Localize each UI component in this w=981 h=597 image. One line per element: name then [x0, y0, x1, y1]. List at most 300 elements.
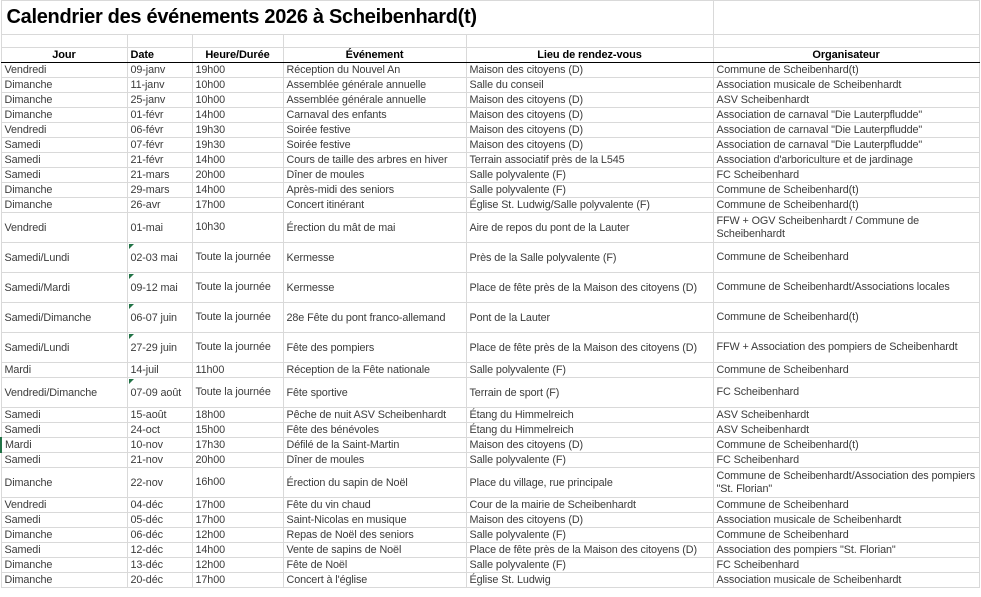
cell-evenement[interactable] [283, 453, 466, 468]
cell-jour[interactable] [1, 138, 127, 153]
cell-organisateur[interactable] [713, 153, 979, 168]
cell-date[interactable] [127, 183, 192, 198]
cell-text: Association de carnaval "Die Lauterpfludde" [716, 108, 923, 121]
cell-date[interactable] [127, 573, 192, 588]
cell-heure[interactable] [192, 513, 283, 528]
cell-text: Commune de Scheibenhard(t) [716, 63, 859, 76]
cell-text: Soirée festive [286, 139, 351, 151]
cell-text: 09-janv [130, 64, 166, 76]
error-indicator-icon [129, 274, 134, 279]
cell-evenement[interactable] [283, 498, 466, 513]
cell-text: Maison des citoyens (D) [469, 124, 584, 136]
error-indicator-icon [129, 379, 134, 384]
cell-text: Toute la journée [195, 251, 271, 263]
cell-text: Maison des citoyens (D) [469, 64, 584, 76]
page-title[interactable]: Calendrier des événements 2026 à Scheibenhard(t) [1, 1, 713, 35]
cell-text: Association de carnaval "Die Lauterpfludde" [716, 138, 923, 151]
cell-date[interactable] [127, 198, 192, 213]
cell-organisateur[interactable] [713, 438, 979, 453]
cell-text: Cours de taille des arbres en hiver [286, 154, 448, 166]
cell-organisateur[interactable] [713, 213, 979, 243]
spacer-row [1, 35, 979, 48]
cell-text: 20h00 [195, 168, 226, 181]
cell-date[interactable] [127, 378, 192, 408]
table-row [1, 513, 979, 528]
cell-heure[interactable] [192, 378, 283, 408]
cell-text: Étang du Himmelreich [469, 424, 574, 436]
cell-heure[interactable] [192, 423, 283, 438]
cell-jour[interactable] [1, 363, 127, 378]
cell-organisateur[interactable] [713, 423, 979, 438]
cell-date[interactable] [127, 108, 192, 123]
cell-text: Commune de Scheibenhard [716, 498, 849, 511]
cell-lieu[interactable] [466, 123, 713, 138]
cell-jour[interactable] [1, 543, 127, 558]
cell-heure[interactable] [192, 138, 283, 153]
empty-cell[interactable] [713, 1, 979, 35]
table-row [1, 408, 979, 423]
cell-organisateur[interactable] [713, 333, 979, 363]
cell-organisateur[interactable] [713, 168, 979, 183]
cell-text: Commune de Scheibenhard(t) [716, 438, 859, 451]
cell-evenement[interactable] [283, 153, 466, 168]
cell-evenement[interactable] [283, 168, 466, 183]
cell-lieu[interactable] [466, 93, 713, 108]
cell-jour[interactable] [1, 573, 127, 588]
cell-jour[interactable] [1, 168, 127, 183]
cell-text: Dimanche [4, 184, 53, 196]
cell-text: 21-mars [130, 169, 170, 181]
cell-jour[interactable] [1, 108, 127, 123]
cell-text: FC Scheibenhard [716, 168, 800, 181]
cell-text: Fête des bénévoles [286, 424, 379, 436]
cell-heure[interactable] [192, 528, 283, 543]
cell-jour[interactable] [1, 198, 127, 213]
cell-text: ASV Scheibenhardt [716, 93, 810, 106]
cell-text: FC Scheibenhard [716, 558, 800, 571]
cell-text: 09-12 mai [130, 281, 178, 294]
cell-text: 17h00 [195, 513, 226, 526]
cell-evenement[interactable] [283, 303, 466, 333]
table-row [1, 468, 979, 498]
cell-organisateur[interactable] [713, 468, 979, 498]
cell-text: Association d'arboriculture et de jardinage [716, 153, 913, 166]
cell-text: 15h00 [195, 423, 226, 436]
cell-text: 18h00 [195, 408, 226, 421]
cell-evenement[interactable] [283, 558, 466, 573]
column-header-jour[interactable]: Jour [1, 48, 127, 63]
cell-lieu[interactable] [466, 198, 713, 213]
cell-jour[interactable] [1, 78, 127, 93]
cell-lieu[interactable] [466, 273, 713, 303]
cell-heure[interactable] [192, 543, 283, 558]
cell-text: Dîner de moules [286, 169, 365, 181]
cell-text: Samedi [4, 514, 41, 526]
cell-organisateur[interactable] [713, 108, 979, 123]
cell-organisateur[interactable] [713, 513, 979, 528]
table-row [1, 528, 979, 543]
cell-text: Réception de la Fête nationale [286, 364, 430, 376]
cell-text: Mardi [4, 364, 31, 376]
cell-text: 16h00 [195, 476, 226, 488]
cell-organisateur[interactable] [713, 363, 979, 378]
cell-lieu[interactable] [466, 423, 713, 438]
cell-lieu[interactable] [466, 363, 713, 378]
cell-text: 17h00 [195, 573, 226, 586]
table-row [1, 453, 979, 468]
cell-text: FFW + OGV Scheibenhardt / Commune de Scheibenhardt [716, 214, 920, 240]
cell-organisateur[interactable] [713, 138, 979, 153]
cell-evenement[interactable] [283, 123, 466, 138]
cell-jour[interactable] [1, 273, 127, 303]
cell-jour[interactable] [1, 213, 127, 243]
cell-text: Fête du vin chaud [286, 499, 371, 511]
cell-jour[interactable] [1, 438, 127, 453]
cell-evenement[interactable] [283, 573, 466, 588]
cell-text: Place de fête près de la Maison des citoyens (D) [469, 281, 697, 294]
empty-cell[interactable] [713, 35, 979, 48]
cell-heure[interactable] [192, 183, 283, 198]
cell-text: Salle polyvalente (F) [469, 454, 566, 466]
table-row [1, 333, 979, 363]
cell-text: Commune de Scheibenhard(t) [716, 183, 859, 196]
cell-date[interactable] [127, 273, 192, 303]
cell-heure[interactable] [192, 453, 283, 468]
cell-text: Association musicale de Scheibenhardt [716, 513, 902, 526]
cell-heure[interactable] [192, 243, 283, 273]
cell-lieu[interactable] [466, 108, 713, 123]
cell-organisateur[interactable] [713, 378, 979, 408]
cell-evenement[interactable] [283, 78, 466, 93]
cell-heure[interactable] [192, 498, 283, 513]
cell-text: Vendredi [4, 221, 47, 234]
cell-evenement[interactable] [283, 213, 466, 243]
cell-text: 01-févr [130, 109, 164, 121]
cell-jour[interactable] [1, 333, 127, 363]
cell-jour[interactable] [1, 528, 127, 543]
cell-text: Fête des pompiers [286, 341, 375, 354]
cell-heure[interactable] [192, 363, 283, 378]
cell-text: Maison des citoyens (D) [469, 439, 584, 451]
cell-heure[interactable] [192, 468, 283, 498]
cell-lieu[interactable] [466, 468, 713, 498]
cell-text: Dimanche [4, 476, 53, 489]
cell-lieu[interactable] [466, 303, 713, 333]
cell-date[interactable] [127, 93, 192, 108]
cell-lieu[interactable] [466, 528, 713, 543]
cell-text: Toute la journée [195, 281, 271, 293]
cell-date[interactable] [127, 123, 192, 138]
cell-text: FC Scheibenhard [716, 386, 800, 398]
cell-text: 11-janv [130, 79, 165, 91]
cell-text: Toute la journée [195, 341, 271, 353]
cell-text: 10h00 [195, 78, 226, 91]
column-header-lieu[interactable]: Lieu de rendez-vous [466, 48, 713, 63]
cell-heure[interactable] [192, 558, 283, 573]
empty-cell[interactable] [283, 35, 466, 48]
cell-date[interactable] [127, 153, 192, 168]
cell-evenement[interactable] [283, 183, 466, 198]
cell-text: Repas de Noël des seniors [286, 529, 414, 541]
cell-text: Samedi/Dimanche [4, 311, 92, 324]
cell-text: Vendredi [4, 124, 47, 136]
cell-text: Soirée festive [286, 124, 351, 136]
cell-text: Place de fête près de la Maison des citoyens (D) [469, 544, 697, 556]
cell-text: 14-juil [130, 364, 159, 376]
cell-text: Place du village, rue principale [469, 476, 613, 489]
cell-date[interactable] [127, 138, 192, 153]
cell-date[interactable] [127, 468, 192, 498]
cell-date[interactable] [127, 303, 192, 333]
cell-evenement[interactable] [283, 528, 466, 543]
cell-jour[interactable] [1, 423, 127, 438]
table-row [1, 573, 979, 588]
cell-evenement[interactable] [283, 138, 466, 153]
cell-lieu[interactable] [466, 513, 713, 528]
empty-cell[interactable] [466, 35, 713, 48]
column-header-evenement[interactable]: Événement [283, 48, 466, 63]
cell-lieu[interactable] [466, 438, 713, 453]
cell-text: Dimanche [4, 529, 53, 541]
cell-jour[interactable] [1, 303, 127, 333]
cell-lieu[interactable] [466, 213, 713, 243]
cell-date[interactable] [127, 438, 192, 453]
cell-evenement[interactable] [283, 108, 466, 123]
cell-organisateur[interactable] [713, 453, 979, 468]
cell-evenement[interactable] [283, 363, 466, 378]
column-header-organisateur[interactable]: Organisateur [713, 48, 979, 63]
cell-text: 10h30 [195, 221, 226, 233]
cell-organisateur[interactable] [713, 243, 979, 273]
cell-heure[interactable] [192, 108, 283, 123]
cell-text: Dimanche [4, 574, 53, 586]
cell-evenement[interactable] [283, 423, 466, 438]
cell-date[interactable] [127, 408, 192, 423]
cell-text: Vendredi [4, 499, 47, 511]
cell-text: Assemblée générale annuelle [286, 79, 427, 91]
cell-text: 06-déc [130, 529, 163, 541]
cell-lieu[interactable] [466, 183, 713, 198]
cell-text: Commune de Scheibenhard [716, 363, 849, 376]
cell-heure[interactable] [192, 303, 283, 333]
cell-jour[interactable] [1, 378, 127, 408]
cell-jour[interactable] [1, 498, 127, 513]
cell-lieu[interactable] [466, 378, 713, 408]
table-row [1, 273, 979, 303]
cell-organisateur[interactable] [713, 123, 979, 138]
table-row [1, 198, 979, 213]
cell-evenement[interactable] [283, 273, 466, 303]
cell-text: Dimanche [4, 559, 53, 571]
cell-organisateur[interactable] [713, 543, 979, 558]
cell-heure[interactable] [192, 63, 283, 78]
cell-jour[interactable] [1, 243, 127, 273]
cell-text: 21-nov [130, 454, 163, 466]
cell-organisateur[interactable] [713, 273, 979, 303]
cell-evenement[interactable] [283, 543, 466, 558]
cell-date[interactable] [127, 213, 192, 243]
cell-heure[interactable] [192, 573, 283, 588]
cell-lieu[interactable] [466, 573, 713, 588]
cell-text: 15-août [130, 409, 167, 421]
cell-text: Commune de Scheibenhard(t) [716, 198, 859, 211]
cell-text: Érection du mât de mai [286, 221, 396, 234]
table-row [1, 498, 979, 513]
cell-date[interactable] [127, 423, 192, 438]
cell-text: 13-déc [130, 559, 163, 571]
empty-cell[interactable] [127, 35, 192, 48]
cell-heure[interactable] [192, 78, 283, 93]
cell-organisateur[interactable] [713, 198, 979, 213]
cell-evenement[interactable] [283, 63, 466, 78]
column-header-heure-duree[interactable]: Heure/Durée [192, 48, 283, 63]
cell-heure[interactable] [192, 408, 283, 423]
cell-text: 07-févr [130, 139, 164, 151]
cell-heure[interactable] [192, 213, 283, 243]
cell-text: 19h30 [195, 123, 226, 136]
cell-text: FC Scheibenhard [716, 453, 800, 466]
cell-evenement[interactable] [283, 438, 466, 453]
table-row [1, 78, 979, 93]
cell-organisateur[interactable] [713, 498, 979, 513]
cell-lieu[interactable] [466, 63, 713, 78]
cell-text: Pêche de nuit ASV Scheibenhardt [286, 409, 447, 421]
cell-text: Réception du Nouvel An [286, 64, 401, 76]
cell-heure[interactable] [192, 168, 283, 183]
cell-lieu[interactable] [466, 153, 713, 168]
cell-organisateur[interactable] [713, 183, 979, 198]
cell-evenement[interactable] [283, 468, 466, 498]
cell-text: Kermesse [286, 281, 335, 294]
table-row [1, 543, 979, 558]
cell-date[interactable] [127, 243, 192, 273]
cell-jour[interactable] [1, 123, 127, 138]
cell-organisateur[interactable] [713, 93, 979, 108]
cell-date[interactable] [127, 528, 192, 543]
cell-jour[interactable] [1, 153, 127, 168]
cell-text: 05-déc [130, 514, 163, 526]
empty-cell[interactable] [1, 35, 127, 48]
cell-text: Dimanche [4, 94, 53, 106]
cell-organisateur[interactable] [713, 558, 979, 573]
cell-organisateur[interactable] [713, 573, 979, 588]
table-row [1, 153, 979, 168]
table-row [1, 123, 979, 138]
cell-heure[interactable] [192, 438, 283, 453]
cell-text: Dimanche [4, 199, 53, 211]
cell-text: Kermesse [286, 251, 335, 264]
cell-lieu[interactable] [466, 333, 713, 363]
table-row [1, 213, 979, 243]
title-row [1, 1, 979, 35]
cell-evenement[interactable] [283, 378, 466, 408]
cell-organisateur[interactable] [713, 63, 979, 78]
cell-date[interactable] [127, 168, 192, 183]
cell-text: Samedi [4, 409, 41, 421]
cell-evenement[interactable] [283, 513, 466, 528]
cell-evenement[interactable] [283, 333, 466, 363]
cell-lieu[interactable] [466, 168, 713, 183]
cell-text: 22-nov [130, 476, 163, 489]
cell-text: Commune de Scheibenhardt/Association des pompiers "St. Florian" [716, 469, 976, 495]
column-header-date[interactable]: Date [127, 48, 192, 63]
cell-date[interactable] [127, 63, 192, 78]
cell-text: 01-mai [130, 221, 163, 234]
cell-heure[interactable] [192, 153, 283, 168]
cell-jour[interactable] [1, 513, 127, 528]
cell-organisateur[interactable] [713, 303, 979, 333]
cell-text: FFW + Association des pompiers de Scheibenhardt [716, 341, 958, 353]
cell-text: Près de la Salle polyvalente (F) [469, 251, 617, 264]
cell-date[interactable] [127, 558, 192, 573]
cell-text: 29-mars [130, 184, 170, 196]
cell-heure[interactable] [192, 333, 283, 363]
cell-heure[interactable] [192, 273, 283, 303]
cell-text: ASV Scheibenhardt [716, 408, 810, 421]
cell-lieu[interactable] [466, 78, 713, 93]
cell-text: 07-09 août [130, 386, 182, 399]
cell-heure[interactable] [192, 93, 283, 108]
cell-jour[interactable] [1, 63, 127, 78]
cell-text: Fête de Noël [286, 559, 348, 571]
cell-organisateur[interactable] [713, 408, 979, 423]
cell-text: Samedi [4, 544, 41, 556]
cell-text: Maison des citoyens (D) [469, 139, 584, 151]
empty-cell[interactable] [192, 35, 283, 48]
cell-evenement[interactable] [283, 408, 466, 423]
cell-evenement[interactable] [283, 243, 466, 273]
cell-jour[interactable] [1, 558, 127, 573]
cell-evenement[interactable] [283, 198, 466, 213]
cell-lieu[interactable] [466, 408, 713, 423]
cell-jour[interactable] [1, 183, 127, 198]
cell-date[interactable] [127, 513, 192, 528]
cell-text: 11h00 [195, 363, 225, 376]
table-row [1, 243, 979, 273]
cell-jour[interactable] [1, 468, 127, 498]
cell-lieu[interactable] [466, 138, 713, 153]
cell-text: Fête sportive [286, 386, 348, 399]
cell-text: 14h00 [195, 108, 226, 121]
cell-jour[interactable] [1, 408, 127, 423]
cell-text: 14h00 [195, 153, 226, 166]
cell-heure[interactable] [192, 123, 283, 138]
cell-lieu[interactable] [466, 243, 713, 273]
cell-date[interactable] [127, 363, 192, 378]
cell-organisateur[interactable] [713, 528, 979, 543]
cell-lieu[interactable] [466, 543, 713, 558]
cell-date[interactable] [127, 333, 192, 363]
cell-lieu[interactable] [466, 453, 713, 468]
cell-jour[interactable] [1, 453, 127, 468]
cell-date[interactable] [127, 498, 192, 513]
cell-text: 28e Fête du pont franco-allemand [286, 311, 446, 324]
cell-text: Maison des citoyens (D) [469, 94, 584, 106]
cell-heure[interactable] [192, 198, 283, 213]
cell-date[interactable] [127, 453, 192, 468]
cell-organisateur[interactable] [713, 78, 979, 93]
cell-date[interactable] [127, 78, 192, 93]
error-indicator-icon [129, 244, 134, 249]
cell-date[interactable] [127, 543, 192, 558]
cell-lieu[interactable] [466, 498, 713, 513]
cell-jour[interactable] [1, 93, 127, 108]
cell-text: Dimanche [4, 79, 53, 91]
cell-lieu[interactable] [466, 558, 713, 573]
cell-text: Aire de repos du pont de la Lauter [469, 221, 630, 234]
cell-text: Assemblée générale annuelle [286, 94, 427, 106]
cell-evenement[interactable] [283, 93, 466, 108]
